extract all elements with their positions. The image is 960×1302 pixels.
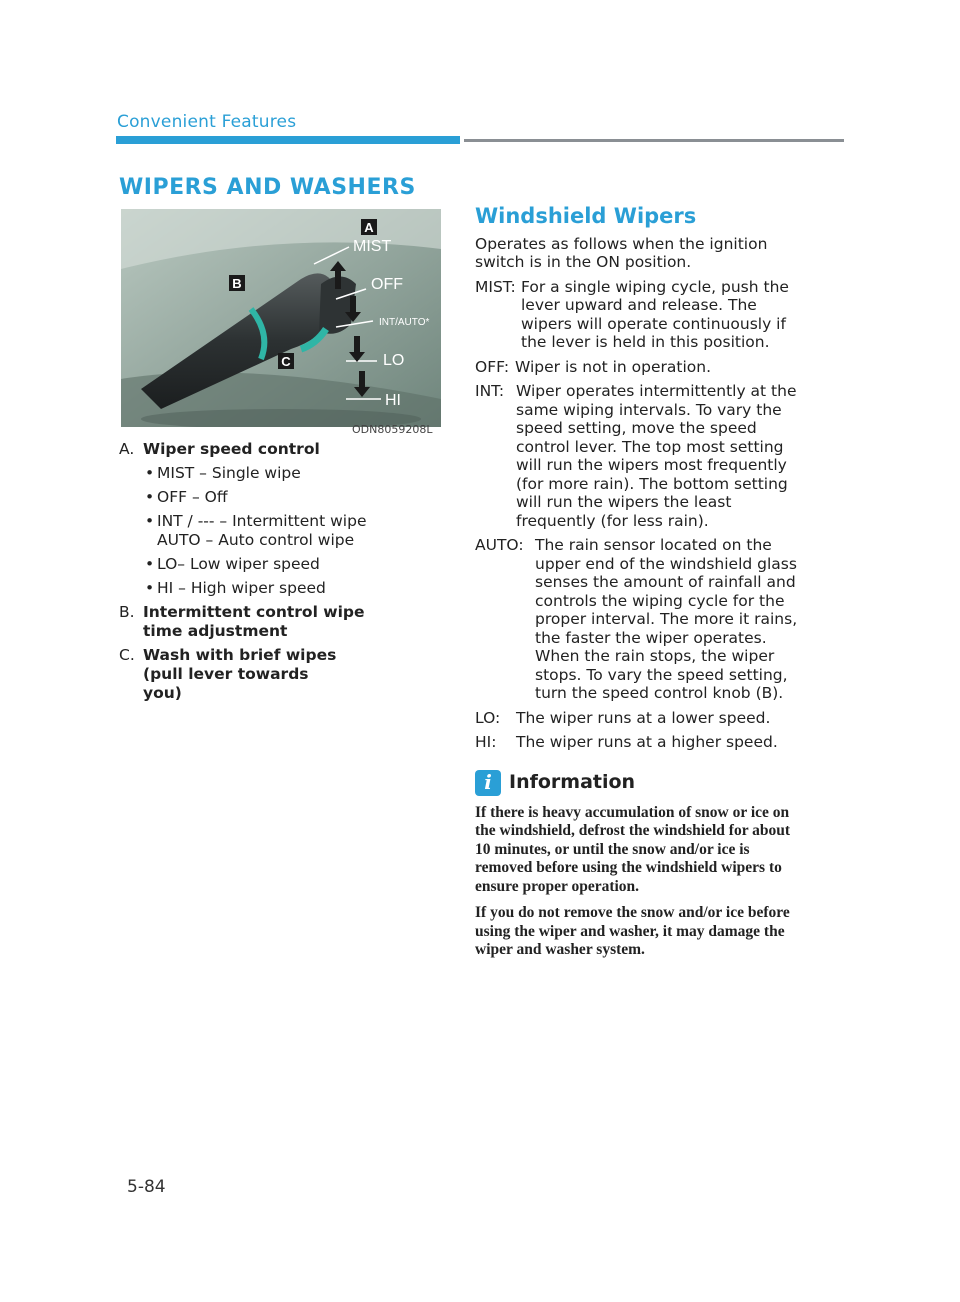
list-item: • INT / --- – Intermittent wipe bbox=[145, 512, 367, 530]
information-paragraph: If you do not remove the snow and/or ice before using the wiper and washer, it may damage the wiper and washer system. bbox=[475, 904, 790, 958]
label-b: B bbox=[232, 276, 242, 291]
def-lo: LO: The wiper runs at a lower speed. bbox=[475, 708, 771, 727]
def-mist: MIST: For a single wiping cycle, push the lever upward and release. The wipers will operate continuously if the lever is held in this position. bbox=[475, 277, 789, 351]
list-item: • HI – High wiper speed bbox=[145, 579, 326, 597]
intro-text: Operates as follows when the ignition switch is in the ON position. bbox=[475, 234, 768, 271]
subsection-title: Windshield Wipers bbox=[475, 204, 697, 228]
label-int-auto: INT/AUTO* bbox=[379, 317, 430, 328]
page-number: 5-84 bbox=[127, 1177, 166, 1197]
list-item: • OFF – Off bbox=[145, 488, 228, 506]
def-int: INT: Wiper operates intermittently at the same wiping intervals. To vary the speed setting, move the speed control lever. The top most setting will run the wipers most frequently (for more rain). The bottom setting will run the wipers the least frequently (for less rain). bbox=[475, 382, 797, 530]
list-item-cont: AUTO – Auto control wipe bbox=[157, 531, 355, 549]
info-icon: i bbox=[475, 770, 501, 796]
list-item-a: A. Wiper speed control bbox=[119, 440, 320, 458]
information-heading bbox=[475, 770, 805, 796]
chapter-title: Convenient Features bbox=[117, 112, 297, 132]
information-paragraph: If there is heavy accumulation of snow or ice on the windshield, defrost the windshield for about 10 minutes, or until the snow and/or ice is removed before using the windshield wipers to ensure proper operation. bbox=[475, 803, 791, 895]
information-title: Information bbox=[509, 771, 636, 794]
def-off: OFF: Wiper is not in operation. bbox=[475, 357, 711, 376]
label-hi: HI bbox=[385, 392, 401, 409]
figure-caption: ODN8059208L bbox=[352, 423, 433, 436]
label-lo: LO bbox=[383, 352, 405, 369]
windshield-wipers-section bbox=[475, 204, 805, 968]
label-mist: MIST bbox=[353, 238, 392, 255]
section-title: WIPERS AND WASHERS bbox=[119, 175, 416, 200]
list-item: • MIST – Single wipe bbox=[145, 464, 301, 482]
list-item-b: B. Intermittent control wipe time adjustment bbox=[119, 603, 365, 640]
label-off: OFF bbox=[371, 276, 403, 293]
header-rule bbox=[464, 139, 844, 142]
label-c: C bbox=[281, 354, 291, 369]
def-auto: AUTO: The rain sensor located on the upper end of the windshield glass senses the amount of rainfall and controls the wiping cycle for the proper interval. The more it rains, the faster the wiper operates. When the rain stops, the wiper stops. To vary the speed setting, turn the speed control knob (B). bbox=[475, 536, 798, 702]
list-item-c: C. Wash with brief wipes (pull lever towards you) bbox=[119, 646, 337, 702]
def-hi: HI: The wiper runs at a higher speed. bbox=[475, 733, 778, 751]
label-a: A bbox=[364, 220, 374, 235]
header-accent-bar bbox=[116, 136, 460, 144]
wiper-lever-illustration bbox=[121, 209, 441, 427]
component-list bbox=[119, 440, 449, 708]
list-item: • LO– Low wiper speed bbox=[145, 555, 320, 573]
